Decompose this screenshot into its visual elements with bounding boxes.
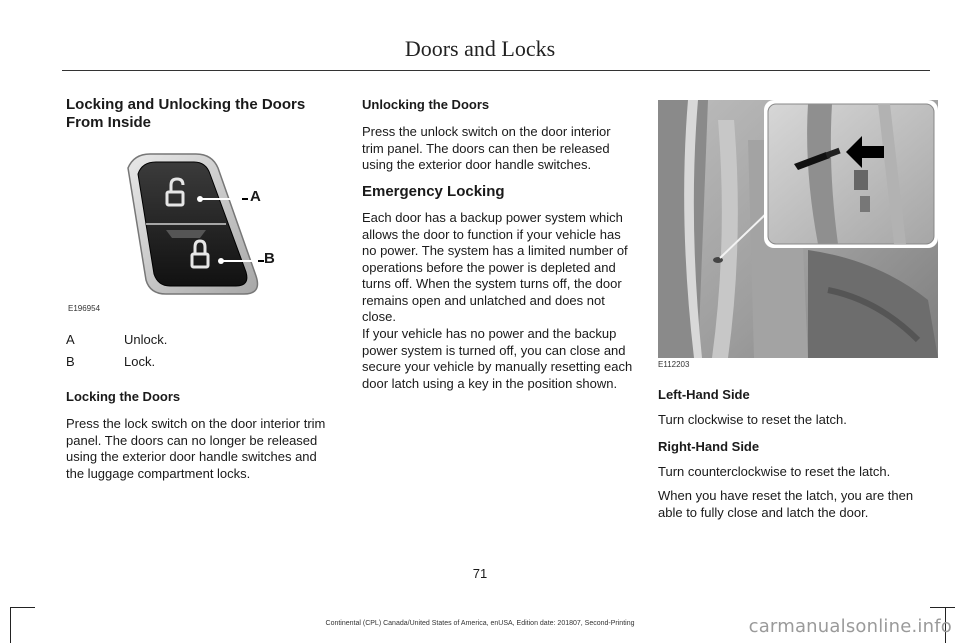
locking-doors-text: Press the lock switch on the door interior trim panel. The doors can no longer be released using the exterior door handle switches and the luggage compartment locks. — [66, 416, 326, 481]
watermark: carmanualsonline.info — [748, 616, 952, 637]
page-title: Doors and Locks — [404, 36, 556, 61]
edition-footer: Continental (CPL) Canada/United States of America, enUSA, Edition date: 201807, Second-Printing — [325, 620, 635, 627]
emergency-locking-text-2: If your vehicle has no power and the backup power system is turned off, you can close and secure your vehicle by manually resetting each door latch using a key in the position shown. — [362, 326, 633, 391]
page-number: 71 — [472, 566, 488, 581]
crop-mark — [10, 607, 35, 608]
door-latch-figure — [658, 100, 938, 372]
door-latch-photo-illustration — [658, 100, 938, 358]
list-item — [66, 332, 338, 348]
figure-code-e112203: E112203 — [658, 360, 690, 369]
left-hand-side-text: Turn clockwise to reset the latch. — [658, 412, 847, 427]
right-hand-side-heading: Right-Hand Side — [658, 439, 760, 454]
item-letter: B — [66, 354, 75, 369]
lock-switch-figure — [66, 140, 338, 320]
callout-b: B — [264, 250, 275, 267]
reset-latch-final-text: When you have reset the latch, you are then able to fully close and latch the door. — [658, 488, 914, 520]
left-hand-side-heading: Left-Hand Side — [658, 387, 750, 402]
unlocking-doors-text: Press the unlock switch on the door interior trim panel. The doors can then be released using the exterior door handle switches. — [362, 124, 611, 172]
emergency-locking-text: Each door has a backup power system which allows the door to function if your vehicle has no power. The system has a limited number of operations before the power is depleted and turns off. When the system turns off, the door remains open and unlatched and does not close. — [362, 210, 628, 324]
door-lock-switch-illustration — [66, 140, 338, 320]
header-rule — [62, 70, 930, 71]
unlocking-doors-heading: Unlocking the Doors — [362, 97, 490, 112]
crop-mark — [930, 607, 955, 608]
right-hand-side-text: Turn counterclockwise to reset the latch. — [658, 464, 891, 479]
crop-mark — [10, 607, 11, 643]
item-text: Unlock. — [124, 332, 168, 347]
emergency-locking-heading: Emergency Locking — [362, 183, 505, 200]
locking-doors-heading: Locking the Doors — [66, 389, 181, 404]
left-column — [66, 96, 338, 481]
item-text: Lock. — [124, 354, 156, 369]
item-letter: A — [66, 332, 75, 347]
list-item — [66, 354, 338, 370]
figure-code-e196954: E196954 — [68, 304, 101, 313]
callout-a: A — [250, 188, 261, 205]
section-heading-locking-unlocking: Locking and Unlocking the Doors From Inside — [66, 96, 306, 131]
